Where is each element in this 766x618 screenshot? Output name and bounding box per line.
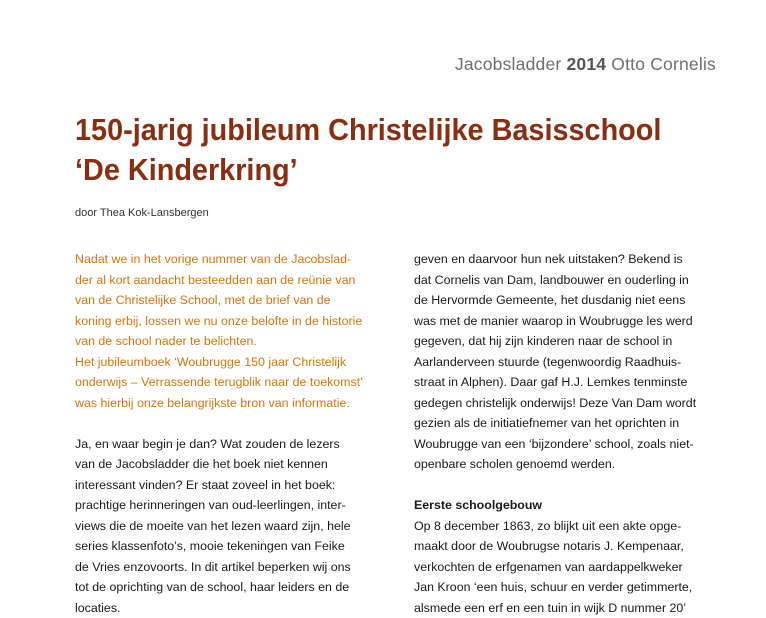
text-line: Op 8 december 1863, zo blijkt uit een akte opge- (414, 516, 754, 537)
intro-paragraph (75, 249, 415, 413)
section-subheading: Eerste schoolgebouw (414, 495, 754, 516)
text-line: gedegen christelijk onderwijs! Deze Van Dam wordt (414, 393, 754, 414)
header-year: 2014 (566, 54, 606, 74)
body-paragraph (414, 249, 754, 475)
body-paragraph (75, 434, 415, 618)
paragraph-gap (75, 413, 415, 434)
body-paragraph (414, 516, 754, 618)
text-line: straat in Alphen). Daar gaf H.J. Lemkes tenminste (414, 372, 754, 393)
text-line: de Vries enzovoorts. In dit artikel beperken wij ons (75, 557, 415, 578)
text-line: gezien als de initiatiefnemer van het oprichten in (414, 413, 754, 434)
text-line: locaties. (75, 598, 415, 618)
text-line: gegeven, dat hij zijn kinderen naar de school in (414, 331, 754, 352)
text-line: Jan Kroon ‘een huis, schuur en verder getimmerte, (414, 577, 754, 598)
running-header (455, 54, 716, 75)
article-title (75, 110, 689, 190)
text-line: was hierbij onze belangrijkste bron van informatie. (75, 393, 415, 414)
text-line: prachtige herinneringen van oud-leerlingen, inter- (75, 495, 415, 516)
header-series: Jacobsladder (455, 54, 562, 74)
text-line: openbare scholen genoemd werden. (414, 454, 754, 475)
text-line: verkochten de erfgenamen van aardappelkweker (414, 557, 754, 578)
text-line: views die de moeite van het lezen waard zijn, hele (75, 516, 415, 537)
text-line: was met de manier waarop in Woubrugge les werd (414, 311, 754, 332)
text-line: koning erbij, lossen we nu onze belofte in de historie (75, 311, 415, 332)
text-line: Aarlanderveen stuurde (tegenwoordig Raadhuis- (414, 352, 754, 373)
paragraph-gap (414, 475, 754, 496)
text-line: geven en daarvoor hun nek uitstaken? Bekend is (414, 249, 754, 270)
text-line: dat Cornelis van Dam, landbouwer en ouderling in (414, 270, 754, 291)
text-line: van de school nader te belichten. (75, 331, 415, 352)
title-line: 150-jarig jubileum Christelijke Basisschool (75, 110, 689, 150)
text-line: maakt door de Woubrugse notaris J. Kempenaar, (414, 536, 754, 557)
title-line: ‘De Kinderkring’ (75, 150, 689, 190)
right-column (414, 249, 754, 618)
text-line: van de Jacobsladder die het boek niet kennen (75, 454, 415, 475)
text-line: tot de oprichting van de school, haar leiders en de (75, 577, 415, 598)
byline: door Thea Kok-Lansbergen (75, 207, 209, 219)
text-line: de Hervormde Gemeente, het dusdanig niet eens (414, 290, 754, 311)
text-line: series klassenfoto’s, mooie tekeningen van Feike (75, 536, 415, 557)
text-line: Woubrugge van een ‘bijzondere’ school, zoals niet- (414, 434, 754, 455)
text-line: van de Christelijke School, met de brief van de (75, 290, 415, 311)
left-column (75, 249, 415, 618)
text-line: interessant vinden? Er staat zoveel in het boek: (75, 475, 415, 496)
header-author: Otto Cornelis (611, 54, 716, 74)
text-line: der al kort aandacht besteedden aan de reünie van (75, 270, 415, 291)
text-line: alsmede een erf en een tuin in wijk D nummer 20’ (414, 598, 754, 618)
text-line: Het jubileumboek ‘Woubrugge 150 jaar Christelijk (75, 352, 415, 373)
text-line: Ja, en waar begin je dan? Wat zouden de lezers (75, 434, 415, 455)
text-line: Nadat we in het vorige nummer van de Jacobslad- (75, 249, 415, 270)
text-line: onderwijs – Verrassende terugblik naar de toekomst’ (75, 372, 415, 393)
